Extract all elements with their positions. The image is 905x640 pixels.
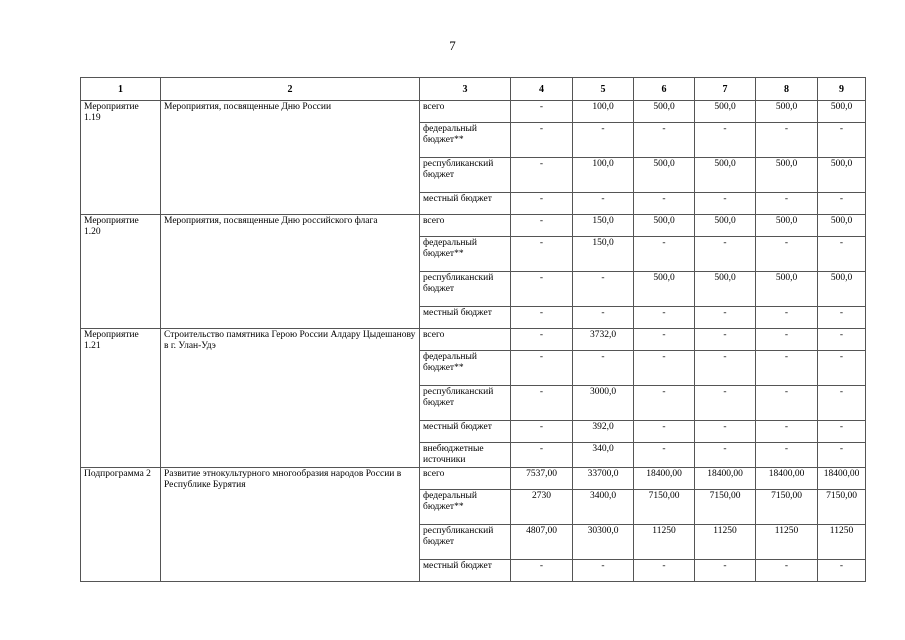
activity-name: Мероприятия, посвященные Дню российского флага (161, 215, 420, 329)
value-cell: 500,0 (818, 158, 866, 193)
value-cell: - (511, 215, 573, 237)
value-cell: - (695, 307, 756, 329)
value-cell: 500,0 (818, 272, 866, 307)
header-col-6: 6 (634, 78, 695, 101)
value-cell: - (756, 560, 818, 582)
value-cell: - (695, 421, 756, 443)
value-cell: 2730 (511, 490, 573, 525)
value-cell: - (573, 272, 634, 307)
value-cell: - (634, 560, 695, 582)
value-cell: - (634, 421, 695, 443)
value-cell: - (511, 158, 573, 193)
header-col-2: 2 (161, 78, 420, 101)
value-cell: - (818, 386, 866, 421)
value-cell: 150,0 (573, 215, 634, 237)
value-cell: - (573, 123, 634, 158)
table-row (81, 215, 866, 237)
header-col-1: 1 (81, 78, 161, 101)
value-cell: 500,0 (634, 215, 695, 237)
value-cell: - (818, 443, 866, 468)
value-cell: 11250 (634, 525, 695, 560)
value-cell: - (695, 193, 756, 215)
value-cell: 340,0 (573, 443, 634, 468)
value-cell: - (511, 193, 573, 215)
value-cell: 500,0 (756, 215, 818, 237)
value-cell: - (756, 351, 818, 386)
activity-name: Мероприятия, посвященные Дню России (161, 101, 420, 215)
value-cell: - (511, 272, 573, 307)
table-row (81, 329, 866, 351)
value-cell: - (634, 351, 695, 386)
activity-code: Подпрограмма 2 (81, 468, 161, 582)
funding-source: республиканский бюджет (420, 525, 511, 560)
value-cell: - (511, 307, 573, 329)
activity-name: Развитие этнокультурного многообразия народов России в Республике Бурятия (161, 468, 420, 582)
value-cell: - (695, 237, 756, 272)
value-cell: - (511, 123, 573, 158)
value-cell: - (818, 560, 866, 582)
value-cell: 18400,00 (818, 468, 866, 490)
activity-name: Строительство памятника Герою России Алдару Цыдешанову в г. Улан-Удэ (161, 329, 420, 468)
funding-source: всего (420, 101, 511, 123)
value-cell: - (756, 307, 818, 329)
funding-source: республиканский бюджет (420, 272, 511, 307)
value-cell: - (756, 443, 818, 468)
value-cell: - (756, 237, 818, 272)
value-cell: 500,0 (695, 101, 756, 123)
value-cell: 11250 (818, 525, 866, 560)
value-cell: - (818, 329, 866, 351)
header-col-4: 4 (511, 78, 573, 101)
value-cell: - (634, 443, 695, 468)
funding-source: всего (420, 329, 511, 351)
activity-code: Мероприятие 1.20 (81, 215, 161, 329)
value-cell: - (511, 329, 573, 351)
value-cell: - (634, 193, 695, 215)
value-cell: - (634, 237, 695, 272)
value-cell: - (818, 123, 866, 158)
value-cell: 500,0 (756, 158, 818, 193)
funding-source: всего (420, 215, 511, 237)
value-cell: - (756, 193, 818, 215)
funding-source: внебюджетные источники (420, 443, 511, 468)
value-cell: 7150,00 (695, 490, 756, 525)
value-cell: 30300,0 (573, 525, 634, 560)
funding-source: федеральный бюджет** (420, 237, 511, 272)
header-col-9: 9 (818, 78, 866, 101)
value-cell: - (511, 443, 573, 468)
value-cell: 3000,0 (573, 386, 634, 421)
value-cell: - (511, 351, 573, 386)
table-row (81, 468, 866, 490)
value-cell: - (695, 351, 756, 386)
activity-code: Мероприятие 1.21 (81, 329, 161, 468)
header-col-5: 5 (573, 78, 634, 101)
value-cell: 4807,00 (511, 525, 573, 560)
funding-source: республиканский бюджет (420, 386, 511, 421)
value-cell: 100,0 (573, 101, 634, 123)
value-cell: - (818, 237, 866, 272)
table-row (81, 101, 866, 123)
value-cell: - (756, 329, 818, 351)
value-cell: - (818, 351, 866, 386)
value-cell: - (573, 560, 634, 582)
value-cell: 18400,00 (756, 468, 818, 490)
value-cell: 18400,00 (634, 468, 695, 490)
value-cell: - (818, 421, 866, 443)
value-cell: 150,0 (573, 237, 634, 272)
value-cell: - (573, 193, 634, 215)
value-cell: 7537,00 (511, 468, 573, 490)
value-cell: 33700,0 (573, 468, 634, 490)
value-cell: - (695, 386, 756, 421)
header-col-7: 7 (695, 78, 756, 101)
table-body (81, 101, 866, 582)
value-cell: 500,0 (634, 101, 695, 123)
funding-source: всего (420, 468, 511, 490)
funding-source: федеральный бюджет** (420, 490, 511, 525)
value-cell: - (756, 123, 818, 158)
value-cell: - (634, 386, 695, 421)
value-cell: - (818, 193, 866, 215)
value-cell: 500,0 (695, 215, 756, 237)
budget-table (80, 77, 866, 582)
value-cell: 500,0 (818, 215, 866, 237)
value-cell: 7150,00 (818, 490, 866, 525)
funding-source: местный бюджет (420, 193, 511, 215)
value-cell: 500,0 (695, 158, 756, 193)
value-cell: 100,0 (573, 158, 634, 193)
funding-source: местный бюджет (420, 421, 511, 443)
value-cell: - (511, 421, 573, 443)
header-row (81, 78, 866, 101)
value-cell: 500,0 (634, 272, 695, 307)
funding-source: федеральный бюджет** (420, 123, 511, 158)
value-cell: - (511, 560, 573, 582)
value-cell: 7150,00 (756, 490, 818, 525)
page-number: 7 (449, 38, 456, 53)
value-cell: - (511, 237, 573, 272)
funding-source: федеральный бюджет** (420, 351, 511, 386)
value-cell: - (573, 307, 634, 329)
value-cell: 11250 (756, 525, 818, 560)
value-cell: - (818, 307, 866, 329)
value-cell: - (634, 329, 695, 351)
value-cell: - (634, 123, 695, 158)
header-col-3: 3 (420, 78, 511, 101)
value-cell: - (756, 386, 818, 421)
value-cell: - (634, 307, 695, 329)
funding-source: местный бюджет (420, 560, 511, 582)
value-cell: - (511, 386, 573, 421)
value-cell: 7150,00 (634, 490, 695, 525)
value-cell: - (573, 351, 634, 386)
value-cell: 500,0 (756, 272, 818, 307)
activity-code: Мероприятие 1.19 (81, 101, 161, 215)
value-cell: - (756, 421, 818, 443)
value-cell: - (695, 123, 756, 158)
funding-source: республиканский бюджет (420, 158, 511, 193)
value-cell: 392,0 (573, 421, 634, 443)
value-cell: 3400,0 (573, 490, 634, 525)
value-cell: - (511, 101, 573, 123)
value-cell: 3732,0 (573, 329, 634, 351)
value-cell: - (695, 560, 756, 582)
value-cell: 500,0 (634, 158, 695, 193)
value-cell: - (695, 329, 756, 351)
value-cell: 500,0 (818, 101, 866, 123)
value-cell: 11250 (695, 525, 756, 560)
value-cell: 500,0 (695, 272, 756, 307)
header-col-8: 8 (756, 78, 818, 101)
value-cell: - (695, 443, 756, 468)
value-cell: 500,0 (756, 101, 818, 123)
value-cell: 18400,00 (695, 468, 756, 490)
funding-source: местный бюджет (420, 307, 511, 329)
